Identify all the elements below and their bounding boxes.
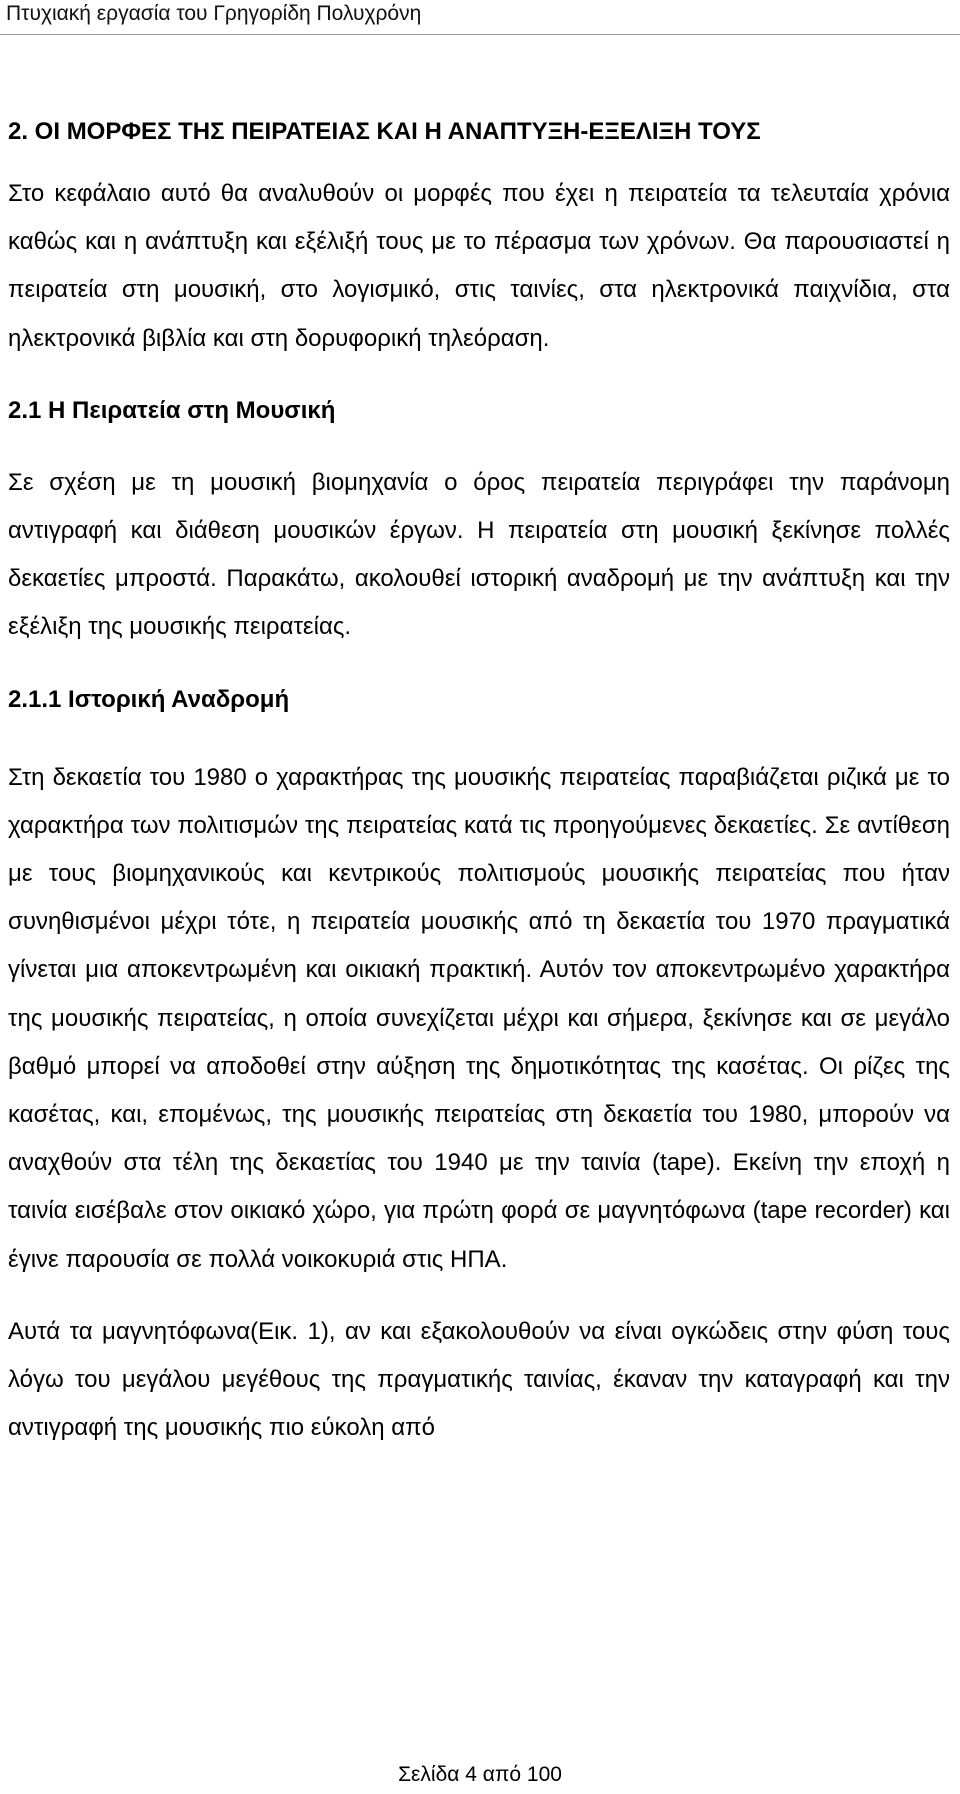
intro-paragraph: Στο κεφάλαιο αυτό θα αναλυθούν οι μορφές που έχει η πειρατεία τα τελευταία χρόνια καθώς και η ανάπτυξη και εξέλιξή τους με το πέρασμα των χρόνων. Θα παρουσιαστεί η πειρατεία στη μουσική, στο λογισμικό, στις ταινίες, στα ηλεκτρονικά παιχνίδια, στα ηλεκτρονικά βιβλία και στη δορυφορική τηλεόραση. (8, 180, 950, 352)
running-header: Πτυχιακή εργασία του Γρηγορίδη Πολυχρόνη (6, 2, 422, 25)
header-divider (0, 34, 960, 35)
section-2-1-1-heading: 2.1.1 Ιστορική Αναδρομή (8, 685, 290, 713)
section-2-1-1-paragraph-1: Στη δεκαετία του 1980 ο χαρακτήρας της μουσικής πειρατείας παραβιάζεται ριζικά με το χαρακτήρα των πολιτισμών της πειρατείας κατά τις προηγούμενες δεκαετίες. Σε αντίθεση με τους βιομηχανικούς και κεντρικούς πολιτισμούς μουσικής πειρατείας που ήταν συνηθισμένοι μέχρι τότε, η πειρατεία μουσικής από τη δεκαετία του 1970 πραγματικά γίνεται μια αποκεντρωμένη και οικιακή πρακτική. Αυτόν τον αποκεντρωμένο χαρακτήρα της μουσικής πειρατείας, η οποία συνεχίζεται μέχρι και σήμερα, ξεκίνησε και σε μεγάλο βαθμό μπορεί να αποδοθεί στην αύξηση της δημοτικότητας της κασέτας. Οι ρίζες της κασέτας, και, επομένως, της μουσικής πειρατείας στη δεκαετία του 1980, μπορούν να αναχθούν στα τέλη της δεκαετίας του 1940 με την ταινία (tape). Εκείνη την εποχή η ταινία εισέβαλε στον οικιακό χώρο, για πρώτη φορά σε μαγνητόφωνα (tape recorder) και έγινε παρουσία σε πολλά νοικοκυριά στις ΗΠΑ. (8, 763, 950, 1273)
chapter-title: 2. ΟΙ ΜΟΡΦΕΣ ΤΗΣ ΠΕΙΡΑΤΕΙΑΣ ΚΑΙ Η ΑΝΑΠΤΥΞΗ-ΕΞΕΛΙΞΗ ΤΟΥΣ (8, 118, 761, 145)
section-2-1-heading: 2.1 Η Πειρατεία στη Μουσική (8, 396, 336, 424)
section-2-1-1-paragraph-2: Αυτά τα μαγνητόφωνα(Εικ. 1), αν και εξακολουθούν να είναι ογκώδεις στην φύση τους λόγω του μεγάλου μεγέθους της πραγματικής ταινίας, έκαναν την καταγραφή και την αντιγραφή της μουσικής πιο εύκολη από (8, 1317, 950, 1442)
section-2-1-paragraph: Σε σχέση με τη μουσική βιομηχανία ο όρος πειρατεία περιγράφει την παράνομη αντιγραφή και διάθεση μουσικών έργων. Η πειρατεία στη μουσική ξεκίνησε πολλές δεκαετίες μπροστά. Παρακάτω, ακολουθεί ιστορική αναδρομή με την ανάπτυξη και την εξέλιξη της μουσικής πειρατείας. (8, 468, 950, 641)
page-body (8, 108, 950, 1452)
page-number-footer: Σελίδα 4 από 100 (398, 1763, 562, 1786)
